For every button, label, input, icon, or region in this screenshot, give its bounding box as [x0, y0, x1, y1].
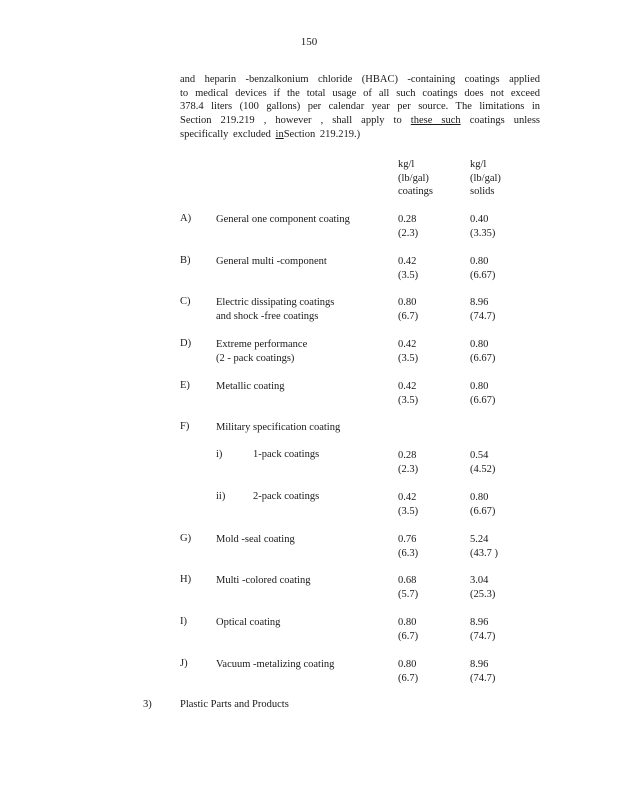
value-coatings: 0.80 (6.7) [398, 659, 419, 684]
section-title: Plastic Parts and Products [180, 699, 289, 710]
row-letter: G) [180, 533, 192, 544]
row-name: Military specification coating [216, 422, 341, 433]
row-letter: E) [180, 380, 190, 391]
subrow-number: ii) [216, 491, 226, 502]
value-solids: 0.80 (6.67) [470, 492, 496, 517]
subrow-number: i) [216, 449, 223, 460]
underlined-text: in [275, 128, 284, 140]
intro-line-3: 378.4 liters (100 gallons) per calendar year per source. The limitations in [180, 101, 540, 113]
row-name: Optical coating [216, 617, 281, 628]
value-solids: 0.80 (6.67) [470, 381, 496, 406]
page-number: 150 [300, 36, 318, 48]
subrow-name: 2-pack coatings [253, 491, 320, 502]
value-coatings: 0.42 (3.5) [398, 492, 419, 517]
row-letter: J) [180, 658, 188, 669]
value-coatings: 0.28 (2.3) [398, 214, 419, 239]
value-coatings: 0.42 (3.5) [398, 339, 419, 364]
value-coatings: 0.80 (6.7) [398, 297, 419, 322]
value-coatings: 0.28 (2.3) [398, 450, 419, 475]
row-name: Electric dissipating coatings and shock -free coatings [216, 297, 335, 322]
row-name: Extreme performance (2 - pack coatings) [216, 339, 308, 364]
value-solids: 5.24 (43.7 ) [470, 534, 498, 559]
row-letter: F) [180, 421, 190, 432]
value-coatings: 0.80 (6.7) [398, 617, 419, 642]
intro-line-4: Section 219.219 , however , shall apply to these such coatings unless [180, 115, 541, 127]
value-solids: 8.96 (74.7) [470, 659, 496, 684]
value-solids: 0.40 (3.35) [470, 214, 496, 239]
value-coatings: 0.76 (6.3) [398, 534, 419, 559]
value-solids: 0.80 (6.67) [470, 256, 496, 281]
intro-line-2: to medical devices if the total usage of all such coatings does not exceed [180, 87, 540, 99]
row-letter: B) [180, 255, 191, 266]
row-name: Multi -colored coating [216, 575, 311, 586]
value-solids: 8.96 (74.7) [470, 297, 496, 322]
value-solids: 8.96 (74.7) [470, 617, 496, 642]
column-header-solids: kg/l (lb/gal) solids [470, 159, 501, 197]
row-name: Vacuum -metalizing coating [216, 659, 335, 670]
row-name: Mold -seal coating [216, 534, 295, 545]
row-letter: H) [180, 574, 192, 585]
intro-line-5: specifically excluded inSection 219.219.) [180, 128, 361, 140]
value-solids: 0.54 (4.52) [470, 450, 496, 475]
row-letter: I) [180, 616, 187, 627]
underlined-text: these such [410, 115, 461, 127]
intro-line-1: and heparin -benzalkonium chloride (HBAC) -containing coatings applied [180, 74, 540, 85]
row-letter: C) [180, 296, 191, 307]
value-coatings: 0.68 (5.7) [398, 575, 419, 600]
row-letter: D) [180, 338, 192, 349]
value-coatings: 0.42 (3.5) [398, 256, 419, 281]
column-header-coatings: kg/l (lb/gal) coatings [398, 159, 433, 197]
intro-paragraph [180, 73, 540, 142]
subrow-name: 1-pack coatings [253, 449, 320, 460]
row-letter: A) [180, 213, 192, 224]
section-number: 3) [143, 699, 152, 710]
value-solids: 3.04 (25.3) [470, 575, 496, 600]
value-coatings: 0.42 (3.5) [398, 381, 419, 406]
row-name: Metallic coating [216, 381, 285, 392]
value-solids: 0.80 (6.67) [470, 339, 496, 364]
row-name: General one component coating [216, 214, 350, 225]
row-name: General multi -component [216, 256, 327, 267]
